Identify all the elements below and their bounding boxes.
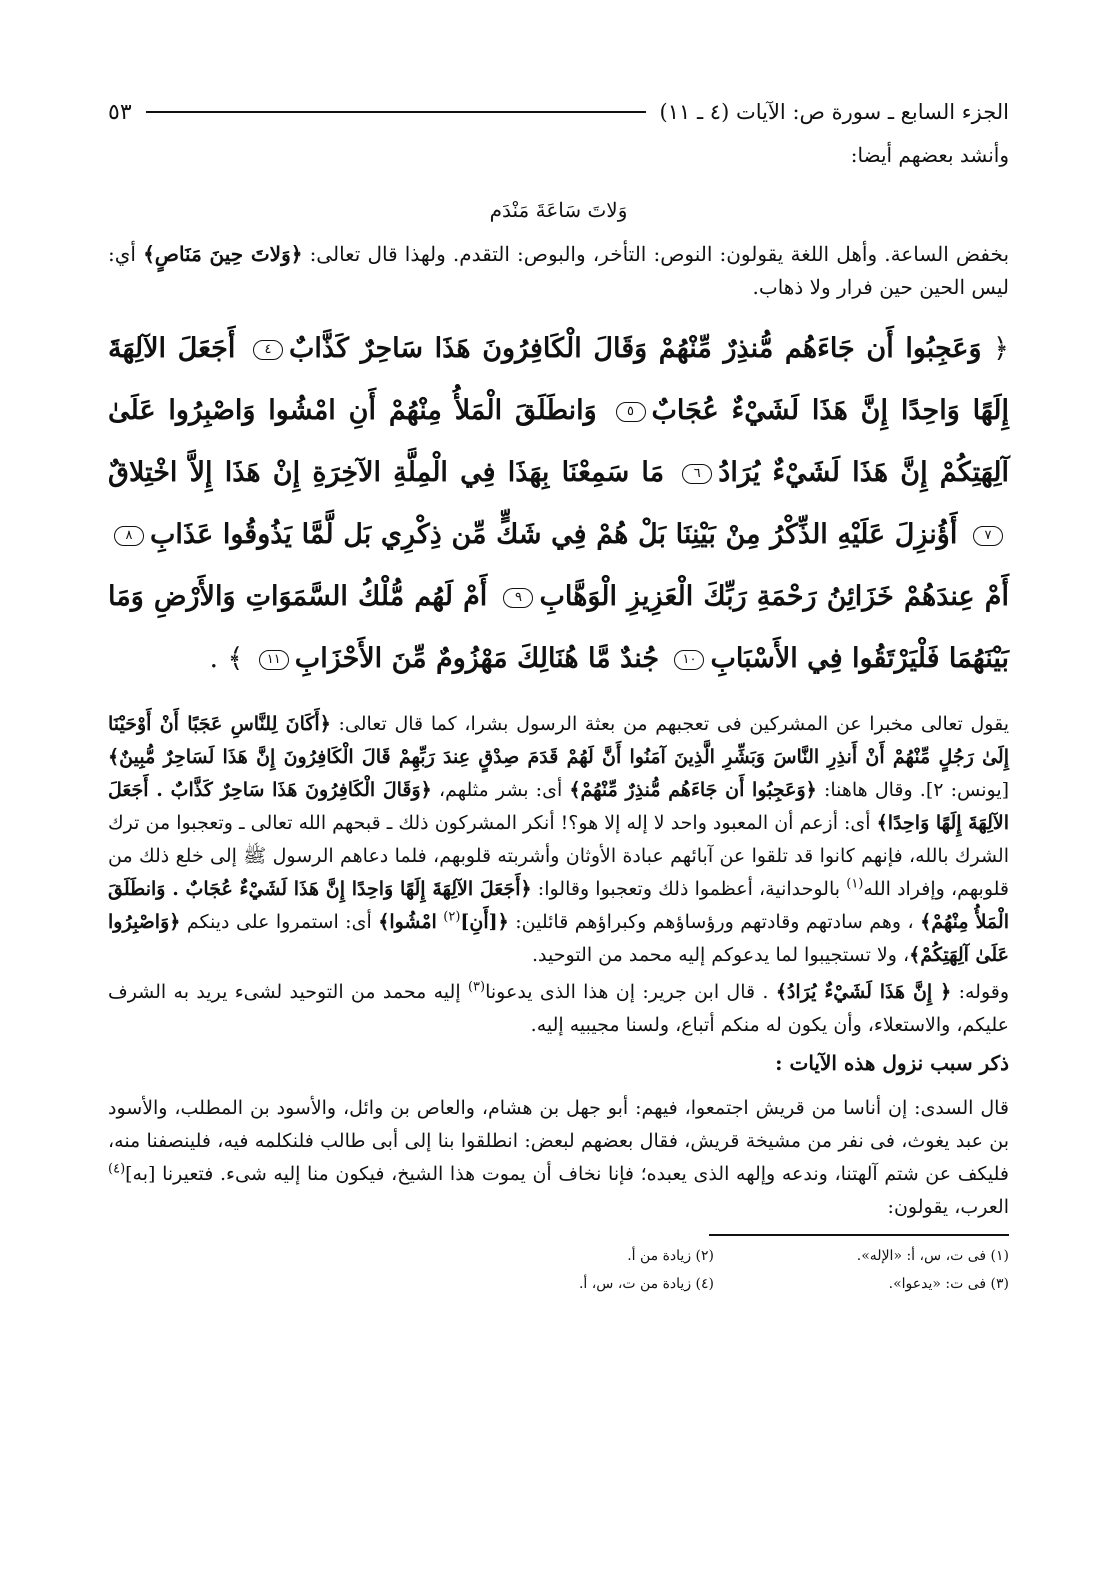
explanation-prefix: تعالى:: [309, 242, 361, 266]
quran-quote: ﴿وَاصْبِرُوا عَلَىٰ آلِهَتِكُمْ﴾: [108, 911, 1009, 966]
sudi-text: العرب، يقولون:: [887, 1196, 1009, 1218]
explanation-suffix: أي: ليس الحين حين فرار ولا ذهاب.: [108, 242, 1009, 299]
explanation-line-1: بخفض الساعة. وأهل اللغة يقولون: النوص: التأخر، والبوص: التقدم. ولهذا قال: [367, 242, 1010, 266]
tafsir-text: بالوحدانية، أعظموا ذلك وتعجبوا وقالوا:: [537, 878, 841, 900]
footnote-ref: (١): [846, 876, 864, 892]
ayah-text: مَا سَمِعْنَا بِهَذَا فِي الْمِلَّةِ الآخِرَةِ إِنْ هَذَا إِلاَّ اخْتِلاقٌ: [108, 457, 665, 488]
footnote-ref: (٤): [108, 1161, 126, 1177]
footnote-ref: (٢): [443, 909, 461, 925]
tafsir-text: [يونس: ٢]. وقال هاهنا:: [823, 779, 1010, 801]
poetry-verse: وَلاتَ سَاعَةَ مَنْدَم: [489, 198, 628, 222]
footnote-rule: [709, 1234, 1009, 1236]
running-title: الجزء السابع ـ سورة ص: الآيات (٤ ـ ١١): [659, 100, 1009, 124]
quran-quote: ﴿وَقَالَ الْكَافِرُونَ هَذَا سَاحِرٌ كَذَّابٌ . أَجَعَلَ الآلِهَةَ إِلَهًا وَاحِدًا﴾: [108, 779, 1010, 834]
ayah-text: أَجَعَلَ الآلِهَةَ إِلَهًا وَاحِدًا إِنَّ هَذَا لَشَيْءٌ عُجَابٌ: [108, 333, 1009, 426]
tafsir-text: ، ولا تستجيبوا لما يدعوكم إليه محمد من التوحيد.: [532, 944, 910, 966]
tafsir-text: أى: بشر مثلهم،: [438, 779, 563, 801]
tafsir-text: أى: أزعم أن المعبود واحد لا إله إلا هو؟! أنكر المشركون ذلك ـ قبحهم الله تعالى ـ وتعجبوا من ترك الشرك بالله، فإنهم كانوا قد تلقوا عن آبائهم عبادة الأوثان وأشربته قلوبهم، فلما دعاهم الرسول ﷺ إلى خلع ذلك من قلوبهم، وإفراد الله: [108, 812, 1010, 900]
quran-quote: ﴿ إِنَّ هَذَا لَشَيْءٌ يُرَادُ﴾: [775, 981, 952, 1003]
ayah-text: وَانطَلَقَ الْمَلأُ مِنْهُمْ أَنِ امْشُوا وَاصْبِرُوا عَلَىٰ آلِهَتِكُمْ إِنَّ هَذَا لَشَيْءٌ يُرَادُ: [108, 395, 1009, 488]
tafsir-text: . قال ابن جرير: إن هذا الذى يدعونا: [485, 981, 769, 1003]
explanation-paragraph: [108, 238, 1009, 304]
footnote-grid: [449, 1242, 1009, 1298]
sudi-paragraph: [108, 1092, 1009, 1224]
tafsir-text: وقوله:: [958, 981, 1010, 1003]
ayah-number: ١٠: [674, 650, 704, 670]
section-heading: ذكر سبب نزول هذه الآيات :: [775, 1051, 1009, 1075]
quran-close-bracket: ﴾: [227, 643, 244, 674]
tafsir-text: إليه محمد من التوحيد لشىء يريد به الشرف عليكم، والاستعلاء، وأن يكون له منكم أتباع، ولسنا مجيبيه إليه.: [108, 981, 1009, 1036]
ayah-number: ٧: [973, 526, 1003, 546]
tafsir-paragraph-2: [108, 976, 1009, 1042]
page-number: ٥٣: [108, 99, 132, 125]
page-header: [108, 92, 1009, 132]
quran-quote: ﴿أَكَانَ لِلنَّاسِ عَجَبًا أَنْ أَوْحَيْنَا إِلَىٰ رَجُلٍ مِّنْهُمْ أَنْ أَنذِرِ النَّاسَ وَبَشِّرِ الَّذِينَ آمَنُوا أَنَّ لَهُمْ قَدَمَ صِدْقٍ عِندَ رَبِّهِمْ قَالَ الْكَافِرُونَ إِنَّ هَذَا لَسَاحِرٌ مُّبِينٌ﴾: [108, 713, 1009, 768]
ayah-number: ٦: [682, 464, 712, 484]
ayah-text: أَمْ عِندَهُمْ خَزَائِنُ رَحْمَةِ رَبِّكَ الْعَزِيزِ الْوَهَّابِ: [539, 581, 1009, 612]
tafsir-text: أى: استمروا على دينكم: [186, 911, 372, 933]
ayah-text: وَعَجِبُوا أَن جَاءَهُم مُّنذِرٌ مِّنْهُمْ وَقَالَ الْكَافِرُونَ هَذَا سَاحِرٌ كَذَّابٌ: [289, 333, 982, 364]
footnote-ref: (٣): [467, 979, 486, 995]
ayah-number: ٤: [253, 340, 283, 360]
ayah-number: ٥: [616, 402, 646, 422]
tafsir-text: يقول تعالى مخبرا عن المشركين فى تعجبهم من بعثة الرسول بشرا، كما قال تعالى:: [338, 713, 1009, 735]
footnote-4: (٤) زيادة من ت، س، أ.: [578, 1276, 714, 1292]
ayah-text: جُندٌ مَّا هُنَالِكَ مَهْزُومٌ مِّنَ الأَحْزَابِ: [294, 643, 660, 674]
footnote-1: (١) فى ت، س، أ: «الإله».: [856, 1248, 1009, 1264]
quran-end-mark: .: [209, 643, 219, 674]
ayah-text: أَؤُنزِلَ عَلَيْهِ الذِّكْرُ مِنْ بَيْنِنَا بَلْ هُمْ فِي شَكٍّ مِّن ذِكْرِي بَل لَّمَّا يَذُوقُوا عَذَابِ: [150, 519, 958, 550]
tafsir-text: ، وهم سادتهم وقادتهم ورؤساؤهم وكبراؤهم قائلين:: [515, 911, 914, 933]
tafsir-paragraph-1: [108, 708, 1009, 972]
quran-passage: [108, 318, 1009, 690]
ayah-number: ٩: [503, 588, 533, 608]
quran-quote: ﴿[أَنِ]: [460, 911, 509, 933]
quran-quote: ﴿أَجَعَلَ الآلِهَةَ إِلَهًا وَاحِدًا إِنَّ هَذَا لَشَيْءٌ عُجَابٌ . وَانطَلَقَ الْمَلأُ مِنْهُمْ﴾: [108, 878, 1009, 933]
quran-quote: ﴿وَعَجِبُوا أَن جَاءَهُم مُّنذِرٌ مِّنْهُمْ﴾: [569, 779, 817, 801]
quran-open-bracket: ﴿: [993, 333, 1009, 364]
footnote-2: (٢) زيادة من أ.: [627, 1248, 714, 1264]
footnote-3: (٣) فى ت: «يدعوا».: [888, 1276, 1009, 1292]
quran-quote: ﴿وَلاتَ حِينَ مَنَاصٍ﴾: [143, 242, 303, 266]
sudi-text: قال السدى: إن أناسا من قريش اجتمعوا، فيهم: أبو جهل بن هشام، والعاص بن وائل، والأسود بن المطلب، والأسود بن عبد يغوث، فى نفر من مشيخة قريش، فقال بعضهم لبعض: انطلقوا بنا إلى أبى طالب فلنكلمه فيه، فلينصفنا منه، فليكف عن شتم آلهتنا، وندعه وإلهه الذى يعبده؛ فإنا نخاف أن يموت هذا الشيخ، فيكون منا إليه شىء. فتعيرنا [به]: [108, 1097, 1009, 1185]
footnotes: [108, 1234, 1009, 1298]
ayah-number: ٨: [114, 526, 144, 546]
header-rule: [146, 111, 646, 113]
intro-line: وأنشد بعضهم أيضا:: [850, 143, 1009, 167]
ayah-number: ١١: [259, 650, 289, 670]
ayah-text: أَمْ لَهُم مُّلْكُ السَّمَوَاتِ وَالأَرْضِ وَمَا بَيْنَهُمَا فَلْيَرْتَقُوا فِي الأَسْبَابِ: [108, 581, 1009, 674]
quran-quote: امْشُوا﴾: [378, 911, 437, 933]
